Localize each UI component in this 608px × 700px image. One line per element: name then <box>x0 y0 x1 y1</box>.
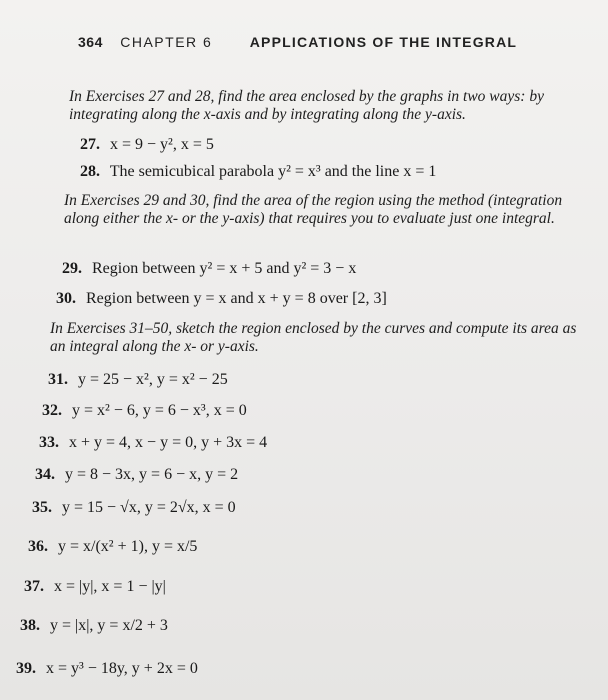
exercise-text: x = |y|, x = 1 − |y| <box>54 578 166 595</box>
exercise-27 <box>80 136 214 154</box>
exercise-text: y = x/(x² + 1), y = x/5 <box>58 538 198 555</box>
exercise-text: x = 9 − y², x = 5 <box>110 136 214 153</box>
chapter-label: CHAPTER 6 <box>120 34 213 50</box>
exercise-number: 39. <box>16 660 36 677</box>
exercise-32 <box>42 402 247 420</box>
exercise-number: 31. <box>48 371 68 388</box>
exercise-number: 36. <box>28 538 48 555</box>
exercise-text: y = |x|, y = x/2 + 3 <box>50 617 168 634</box>
exercise-36 <box>28 538 197 556</box>
exercise-text: x + y = 4, x − y = 0, y + 3x = 4 <box>69 434 268 451</box>
exercise-number: 29. <box>62 260 82 277</box>
exercise-37 <box>24 578 166 596</box>
exercise-text: y = 15 − √x, y = 2√x, x = 0 <box>62 499 236 516</box>
exercise-number: 38. <box>20 617 40 634</box>
exercise-text: The semicubical parabola y² = x³ and the line x = 1 <box>109 163 437 180</box>
exercise-34 <box>35 466 238 484</box>
page-number: 364 <box>78 34 103 50</box>
exercise-number: 30. <box>56 290 76 307</box>
exercise-number: 28. <box>80 163 100 180</box>
chapter-title: APPLICATIONS OF THE INTEGRAL <box>249 34 518 50</box>
exercise-text: y = 25 − x², y = x² − 25 <box>78 371 228 388</box>
exercise-text: Region between y² = x + 5 and y² = 3 − x <box>92 260 357 277</box>
instruction-29-30: In Exercises 29 and 30, find the area of the region using the method (integration along either the x- or the y-axis) that requires you to evaluate just one integral. <box>64 192 563 227</box>
exercise-28 <box>80 163 436 181</box>
exercise-30 <box>56 290 387 308</box>
exercise-text: Region between y = x and x + y = 8 over [2, 3] <box>86 290 387 307</box>
exercise-39 <box>16 660 198 678</box>
exercise-38 <box>20 617 168 635</box>
exercise-text: x = y³ − 18y, y + 2x = 0 <box>46 660 198 677</box>
page-header <box>78 34 517 50</box>
exercise-29 <box>62 260 356 278</box>
instruction-31-50: In Exercises 31–50, sketch the region enclosed by the curves and compute its area as an integral along the x- or y-axis. <box>50 320 577 355</box>
exercise-number: 32. <box>42 402 62 419</box>
exercise-33 <box>39 434 267 452</box>
instruction-27-28: In Exercises 27 and 28, find the area enclosed by the graphs in two ways: by integrating along the x-axis and by integrating along the y-axis. <box>69 88 544 123</box>
exercise-number: 34. <box>35 466 55 483</box>
exercise-35 <box>32 499 236 517</box>
exercise-number: 33. <box>39 434 59 451</box>
exercise-number: 35. <box>32 499 52 516</box>
exercise-number: 37. <box>24 578 44 595</box>
exercise-number: 27. <box>80 136 100 153</box>
exercise-text: y = x² − 6, y = 6 − x³, x = 0 <box>72 402 247 419</box>
exercise-text: y = 8 − 3x, y = 6 − x, y = 2 <box>65 466 239 483</box>
exercise-31 <box>48 371 228 389</box>
